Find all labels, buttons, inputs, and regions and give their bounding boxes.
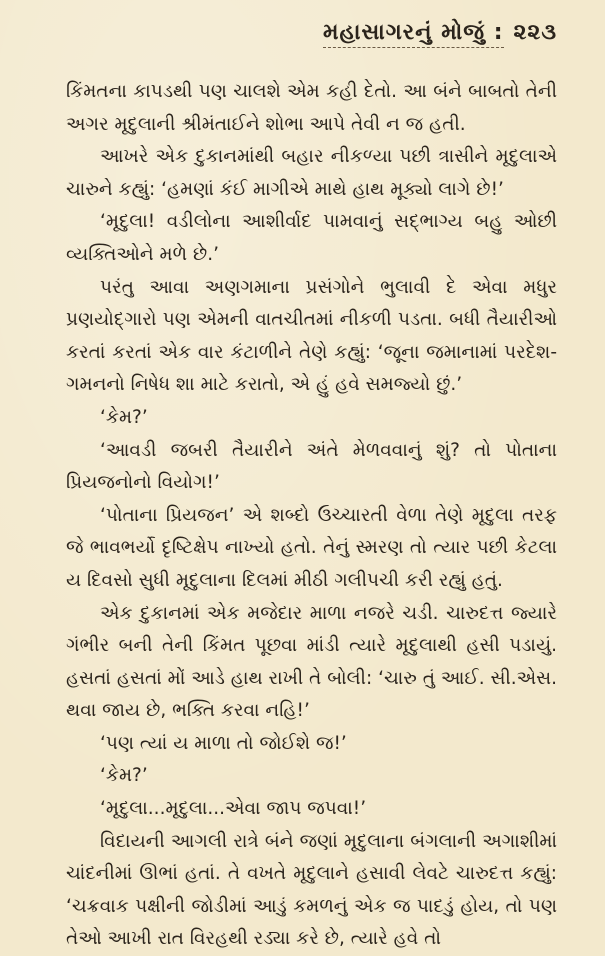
page-number: ૨૨૩ — [513, 20, 557, 45]
body-text — [66, 76, 557, 956]
paragraph: ‘મૃદુલા...મૃદુલા...એવા જાપ જપવા!’ — [100, 798, 367, 820]
paragraph: ‘આવડી જબરી તૈયારીને અંતે મેળવવાનું શું? તો પોતાના પ્રિયજનોનો વિયોગ!’ — [66, 439, 557, 494]
paragraph: ‘પોતાના પ્રિયજન’ એ શબ્દો ઉચ્ચારતી વેળા તેણે મૃદુલા તરફ જે ભાવભર્યો દૃષ્ટિક્ષેપ નાખ્યો હતો. તેનું સ્મરણ તો ત્યાર પછી કેટલા ય દિવસો સુધી મૃદુલાના દિલમાં મીઠી ગલીપચી કરી રહ્યું હતું. — [66, 504, 557, 591]
paragraph: ‘કેમ?’ — [100, 765, 148, 787]
paragraph: વિદાયની આગલી રાત્રે બંને જણાં મૃદુલાના બંગલાની અગાશીમાં ચાંદનીમાં ઊભાં હતાં. તે વખતે મૃદુલાને હસાવી લેવટે ચારુદત્ત કહ્યું: ‘ચક્રવાક પક્ષીની જોડીમાં આડું કમળનું એક જ પાદડું હોય, તો પણ તેઓ આખી રાત વિરહથી રડ્યા કરે છે, ત્યારે હવે તો — [66, 830, 557, 950]
paragraph: કિંમતના કાપડથી પણ ચાલશે એમ કહી દેતો. આ બંને બાબતો તેની અગર મૃદુલાની શ્રીમંતાઈને શોભા આપે તેવી ન જ હતી. — [66, 81, 557, 135]
paragraph: એક દુકાનમાં એક મજેદાર માળા નજરે ચડી. ચારુદત્ત જ્યારે ગંભીર બની તેની કિંમત પૂછવા માંડી ત્યારે મૃદુલાથી હસી પડાયું. હસતાં હસતાં મોં આડે હાથ રાખી તે બોલી: ‘ચારુ તું આઈ. સી.એસ. થવા જાય છે, ભક્તિ કરવા નહિ!’ — [66, 602, 557, 722]
paragraph: આખરે એક દુકાનમાંથી બહાર નીકળ્યા પછી ત્રાસીને મૃદુલાએ ચારુને કહ્યું: ‘હમણાં કંઈ માગીએ માથે હાથ મૂક્યો લાગે છે!’ — [66, 146, 557, 200]
running-header — [66, 20, 557, 60]
paragraph: ‘કેમ?’ — [100, 406, 148, 428]
paragraph: પરંતુ આવા અણગમાના પ્રસંગોને ભુલાવી દે એવા મધુર પ્રણયોદ્ગારો પણ એમની વાતચીતમાં નીકળી પડતા. બધી તૈયારીઓ કરતાં કરતાં એક વાર કંટાળીને તેણે કહ્યું: ‘જૂના જમાનામાં પરદેશ-ગમનનો નિષેધ શા માટે કરાતો, એ હું હવે સમજ્યો છું.’ — [66, 276, 557, 396]
paragraph: ‘મૃદુલા! વડીલોના આશીર્વાદ પામવાનું સદ્ભાગ્ય બહુ ઓછી વ્યક્તિઓને મળે છે.’ — [66, 211, 557, 265]
paragraph: ‘પણ ત્યાં ય માળા તો જોઈશે જ!’ — [100, 732, 347, 754]
chapter-title: મહાસાગરનું મોજું : — [323, 20, 504, 48]
